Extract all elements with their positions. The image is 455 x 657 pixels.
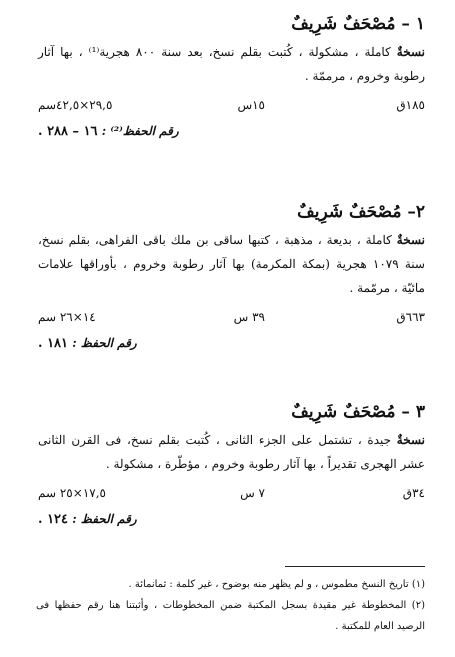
- leaves-count: ١٨٥ق: [396, 98, 425, 112]
- footnote-1: (١) تاريخ النسخ مطموس ، و لم يظهر منه بوضوح ، غير كلمة : ثمانمائة .: [128, 579, 425, 590]
- entry-stats: [38, 310, 425, 330]
- shelf-mark: [38, 124, 425, 139]
- shelf-label: رقم الحفظ⁽²⁾ :: [101, 124, 179, 138]
- entry-stats: [38, 98, 425, 118]
- lines-count: ١٥س: [237, 98, 265, 112]
- entry-description: [38, 428, 425, 476]
- footnote-divider: [285, 566, 425, 567]
- footnote-2: (٢) المخطوطة غير مقيدة بسجل المكتبة ضمن المخطوطات ، وأثبتنا هنا رقم حفظها فى الرصيد العام للمكتبة .: [36, 600, 425, 632]
- catalog-entry-2: [38, 200, 425, 351]
- page-size: ١٧,٥×٢٥ سم: [38, 486, 106, 500]
- description-text: جيدة ، تشتمل على الجزء الثانى ، كُتبت بقلم نسخ، فى القرن الثانى عشر الهجرى تقديراً ، بها آثار رطوبة وخروم ، مؤطّرة ، مشكولة .: [38, 433, 425, 471]
- footnotes: [36, 574, 425, 637]
- description-text: كاملة ، بديعة ، مذهبة ، كتبها ساقى بن ملك باقى الفراهى، بقلم نسخ، سنة ١٠٧٩ هجرية (بمكة المكرمة) بها آثار رطوبة وخروم ، بأوراقها علامات مائيّة ، مرمّمة .: [38, 233, 425, 295]
- lines-count: ٧ س: [240, 486, 265, 500]
- description-keyword: نسخةٌ: [396, 433, 425, 447]
- page-size: ١٤×٢٦ سم: [38, 310, 96, 324]
- shelf-number: ١٦ – ٢٨٨ .: [38, 124, 98, 139]
- shelf-mark: [38, 336, 425, 351]
- shelf-label: رقم الحفظ :: [72, 336, 137, 350]
- description-text: كاملة ، مشكولة ، كُتبت بقلم نسخ، بعد سنة ٨٠٠ هجرية⁽¹⁾ ، بها آثار رطوبة وخروم ، مرممّة .: [38, 45, 425, 83]
- catalog-entry-1: [38, 12, 425, 139]
- description-keyword: نسخةٌ: [396, 45, 426, 59]
- entry-description: [38, 228, 425, 300]
- entry-description: [38, 40, 425, 88]
- entry-stats: [38, 486, 425, 506]
- page-size: ٢٩,٥×٤٢,٥سم: [38, 98, 113, 112]
- catalog-entry-3: [38, 400, 425, 527]
- shelf-number: ١٨١ .: [38, 336, 69, 351]
- shelf-mark: [38, 512, 425, 527]
- entry-title: ٣ – مُصْحَفٌ شَرِيفٌ: [291, 402, 425, 422]
- entry-title: ١ – مُصْحَفٌ شَرِيفٌ: [291, 14, 425, 34]
- shelf-label: رقم الحفظ :: [72, 512, 137, 526]
- leaves-count: ٦٦٣ق: [396, 310, 425, 324]
- leaves-count: ٣٤ق: [402, 486, 425, 500]
- lines-count: ٣٩ س: [233, 310, 265, 324]
- description-keyword: نسخةٌ: [396, 233, 425, 247]
- entry-title: ٢– مُصْحَفٌ شَرِيفٌ: [297, 202, 425, 222]
- shelf-number: ١٢٤ .: [38, 512, 69, 527]
